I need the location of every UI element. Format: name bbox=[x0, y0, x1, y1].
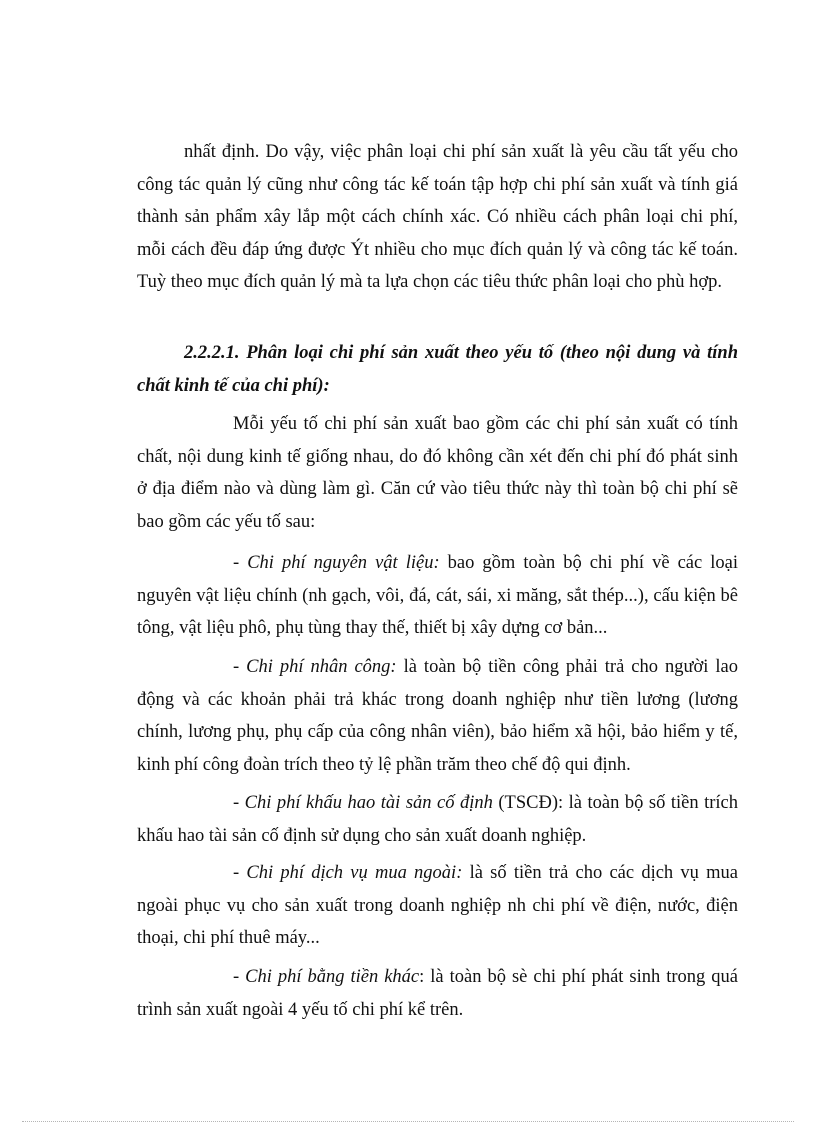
item-term: - Chi phí bằng tiền khác bbox=[233, 967, 420, 987]
list-item-other-cash bbox=[137, 961, 738, 1026]
factors-paragraph-text: Mỗi yếu tố chi phí sản xuất bao gồm các chi phí sản xuất có tính chất, nội dung kinh tế giống nhau, do đó không cần xét đến chi phí đó phát sinh ở địa điểm nào và dùng làm gì. Căn cứ vào tiêu thức này thì toàn bộ chi phí sẽ bao gồm các yếu tố sau: bbox=[137, 414, 738, 532]
item-term: - Chi phí khấu hao tài sản cố định bbox=[233, 793, 493, 813]
item-term: - Chi phí nguyên vật liệu: bbox=[233, 553, 440, 573]
list-item-depreciation bbox=[137, 787, 738, 852]
factors-paragraph bbox=[137, 408, 738, 538]
item-description: là số tiền trả cho các dịch vụ mua ngoài phục vụ cho sản xuất trong doanh nghiệp nh chi phí về điện, nước, điện thoại, chi phí thuê máy... bbox=[137, 863, 738, 949]
item-description: : là toàn bộ sè chi phí phát sinh trong quá trình sản xuất ngoài 4 yếu tố chi phí kể trên. bbox=[137, 967, 738, 1020]
intro-paragraph-text: nhất định. Do vậy, việc phân loại chi phí sản xuất là yêu cầu tất yếu cho công tác quản lý cũng như công tác kế toán tập hợp chi phí sản xuất và tính giá thành sản phẩm xây lắp một cách chính xác. Có nhiều cách phân loại chi phí, mỗi cách đều đáp ứng được Ýt nhiều cho mục đích quản lý và công tác kế toán. Tuỳ theo mục đích quản lý mà ta lựa chọn các tiêu thức phân loại cho phù hợp. bbox=[137, 142, 738, 293]
list-item-outsourced-services bbox=[137, 857, 738, 955]
list-item-materials bbox=[137, 547, 738, 645]
item-description: (TSCĐ): là toàn bộ số tiền trích khấu hao tài sản cố định sử dụng cho sản xuất doanh nghiệp. bbox=[137, 793, 738, 846]
item-term: - Chi phí nhân công: bbox=[233, 657, 397, 677]
page-bottom-divider bbox=[22, 1121, 794, 1122]
item-description: bao gồm toàn bộ chi phí về các loại nguyên vật liệu chính (nh gạch, vôi, đá, cát, sái, xi măng, sắt thép...), cấu kiện bê tông, vật liệu phô, phụ tùng thay thế, thiết bị xây dựng cơ bản... bbox=[137, 553, 738, 639]
item-description: là toàn bộ tiền công phải trả cho người lao động và các khoản phải trả khác trong doanh nghiệp như tiền lương (lương chính, lương phụ, phụ cấp của công nhân viên), bảo hiểm xã hội, bảo hiểm y tế, kinh phí công đoàn trích theo tỷ lệ phần trăm theo chế độ qui định. bbox=[137, 657, 739, 775]
section-heading-text: 2.2.2.1. Phân loại chi phí sản xuất theo yếu tố (theo nội dung và tính chất kinh tế của chi phí): bbox=[137, 343, 738, 396]
section-heading bbox=[137, 337, 738, 402]
list-item-labor bbox=[137, 651, 738, 781]
intro-paragraph bbox=[137, 136, 738, 299]
item-term: - Chi phí dịch vụ mua ngoài: bbox=[233, 863, 463, 883]
